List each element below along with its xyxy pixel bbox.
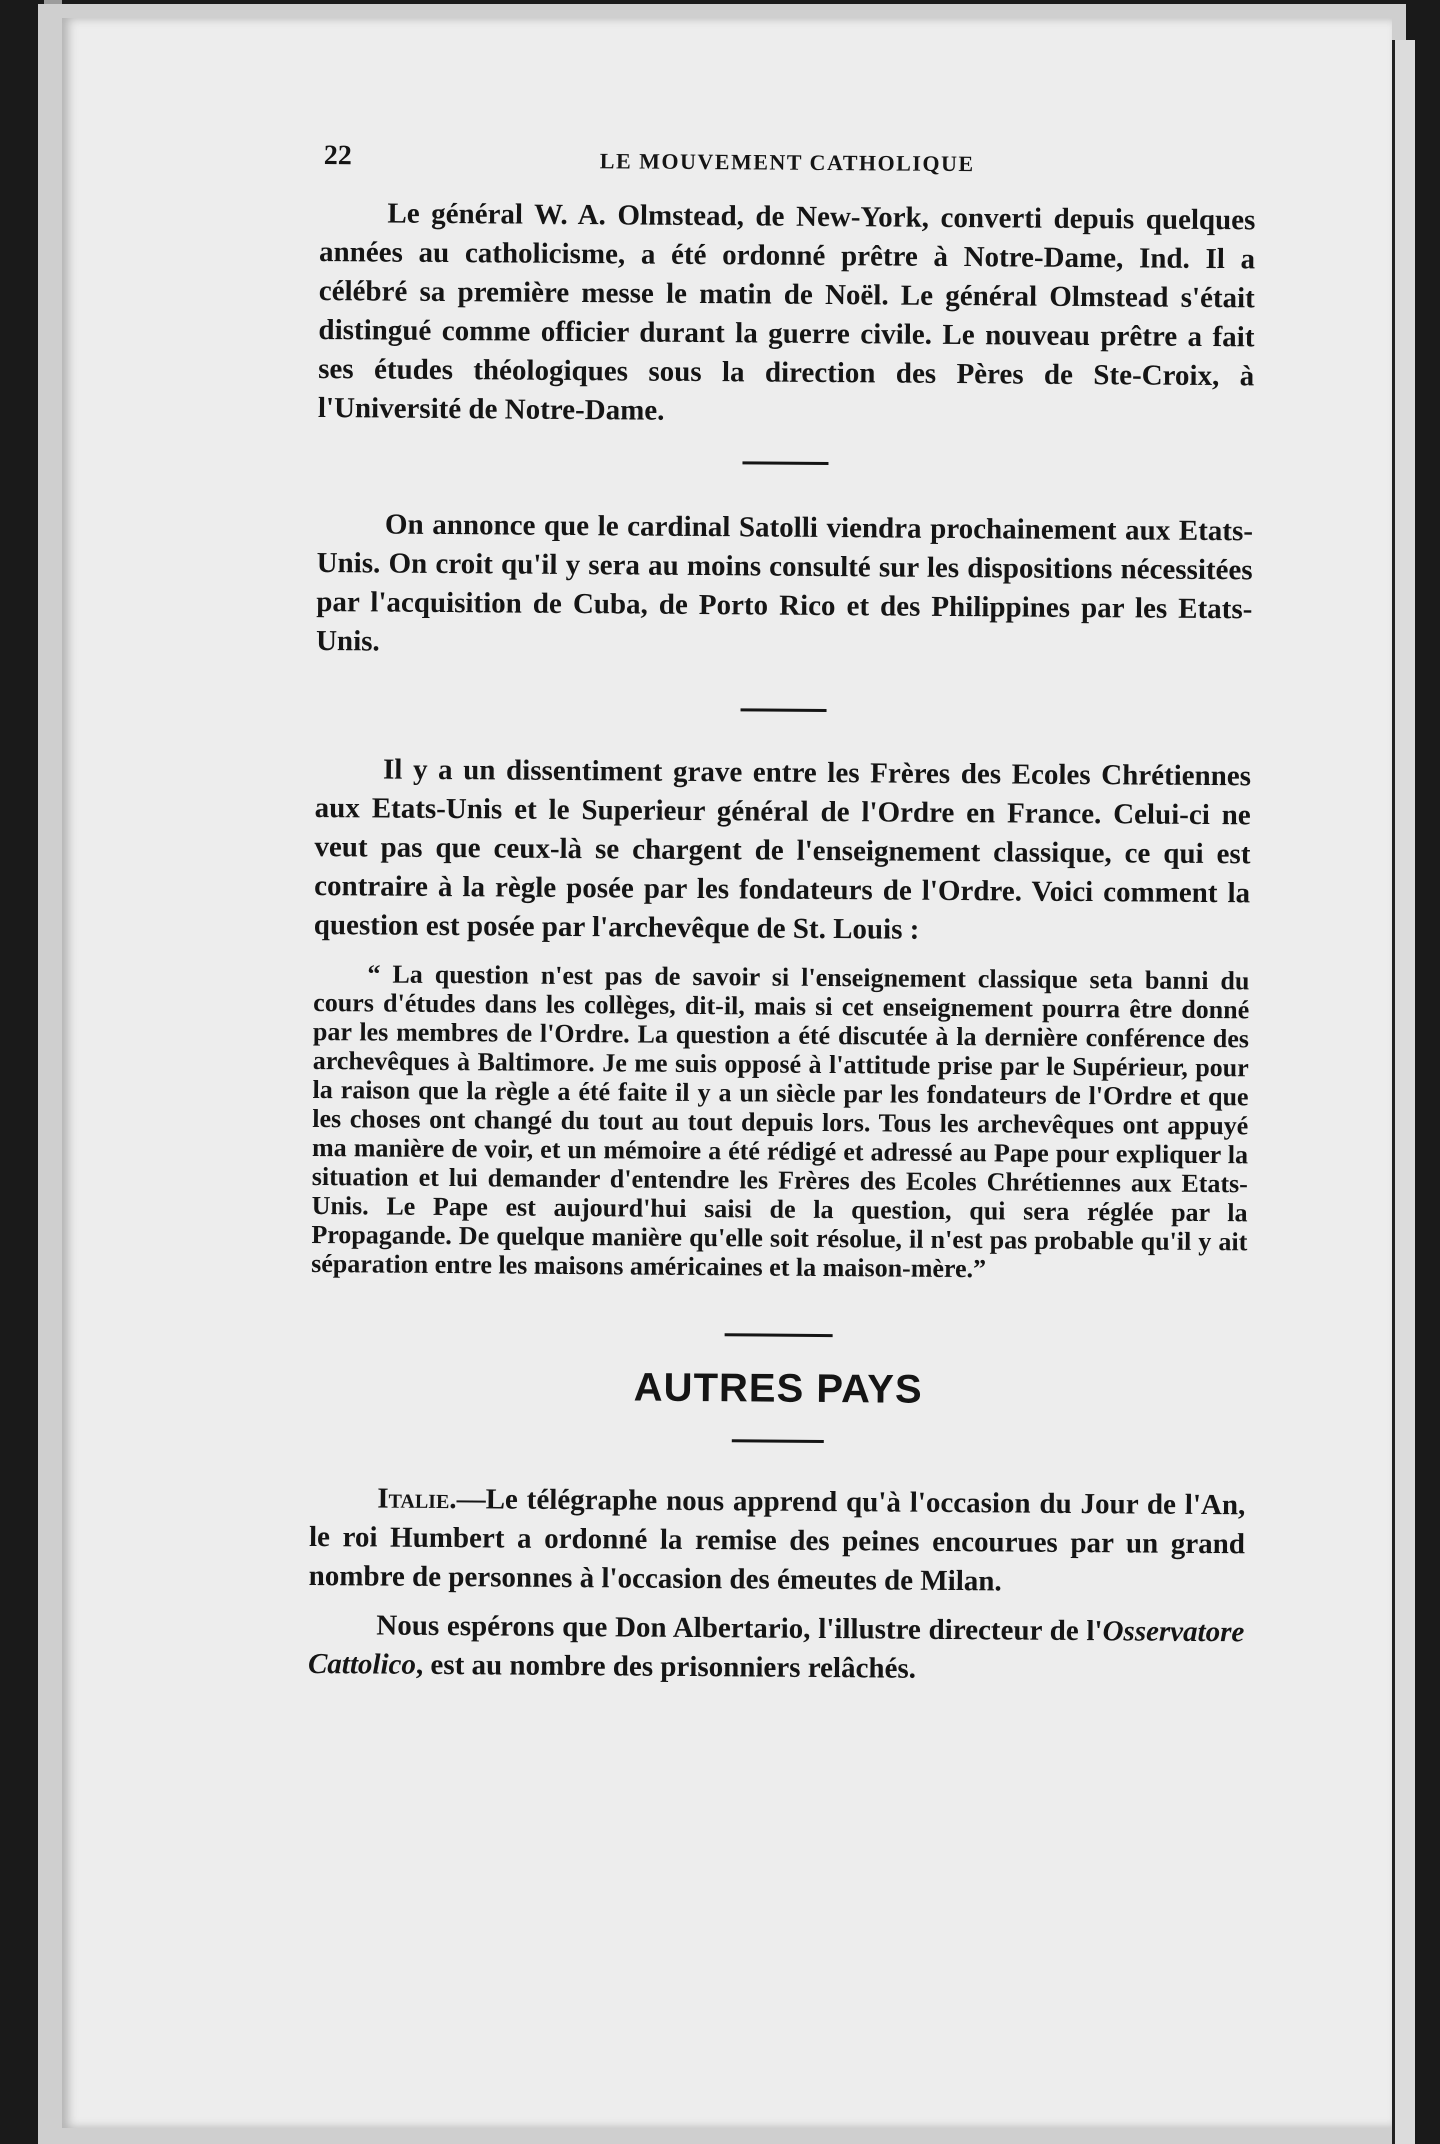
running-title: LE MOUVEMENT CATHOLIQUE [599,148,975,177]
scan-right-edge [1392,40,1415,2144]
section-heading: AUTRES PAYS [633,1365,923,1412]
separator-rule [732,1439,824,1443]
running-head [320,140,1256,187]
quote-archeveque: “ La question n'est pas de savoir si l'enseignement classique seta banni du cours d'études dans les collèges, dit-il, mais si cet enseignement pourra être donné par les membres de l'Ordre. La question a été discutée à la dernière conférence des archevêques à Baltimore. Je me suis opposé à l'attitude prise par le Supérieur, pour la raison que la règle a été faite il y a un siècle par les fondateurs de l'Ordre et que les choses ont changé du tout au tout depuis lors. Tous les archevêques ont appuyé ma manière de voir, et un mémoire a été rédigé et adressé au Pape pour expliquer la situation et lui demander d'entendre les Frères des Ecoles Chrétiennes aux Etats-Unis. Le Pape est aujourd'hui saisi de la question, qui sera réglée par la Propagande. De quelque manière qu'elle soit résolue, il n'est pas probable qu'il y ait séparation entre les maisons américaines et la maison-mère.” [311,959,1250,1284]
albertario-text-end: , est au nombre des prisonniers relâchés. [415,1648,917,1685]
paragraph-italie [309,1479,1246,1603]
paragraph-satolli: On annonce que le cardinal Satolli viendra prochainement aux Etats-Unis. On croit qu'il y sera au moins consulté sur les dispositions nécessitées par l'acquisition de Cuba, de Porto Rico et des Philippines par les Etats-Unis. [315,508,1254,658]
paragraph-olmstead: Le général W. A. Olmstead, de New-York, converti depuis quelques années au catholicisme, a été ordonné prêtre à Notre-Dame, Ind. Il a célébré sa première messe le matin de Noël. Le général Olmstead s'était distingué comme officier durant la guerre civile. Le nouveau prêtre a fait ses études théologiques sous la direction des Pères de Ste-Croix, à l'Université de Notre-Dame. [317,197,1256,427]
newspaper-title: Osservatore Cattolico [307,1615,1245,1681]
separator-rule [725,1333,833,1337]
page-content [308,140,1256,1691]
albertario-text-start: Nous espérons que Don Albertario, l'illustre directeur de l' [376,1609,1103,1648]
paragraph-freres: Il y a un dissentiment grave entre les Frères des Ecoles Chrétiennes aux Etats-Unis et le Superieur général de l'Ordre en France. Celui-ci ne veut pas que ceux-là se chargent de l'enseignement classique, ce qui est contraire à la règle posée par les fondateurs de l'Ordre. Voici comment la question est posée par l'archevêque de St. Louis : [313,753,1252,946]
page-number: 22 [323,140,352,172]
paragraph-albertario [308,1606,1245,1691]
separator-rule [741,708,827,712]
country-label: Italie. [377,1482,457,1516]
italie-text: —Le télégraphe nous apprend qu'à l'occasion du Jour de l'An, le roi Humbert a ordonné la remise des peines encourues par un grand nombre de personnes à l'occasion des émeutes de Milan. [308,1483,1246,1598]
separator-rule [742,461,828,465]
